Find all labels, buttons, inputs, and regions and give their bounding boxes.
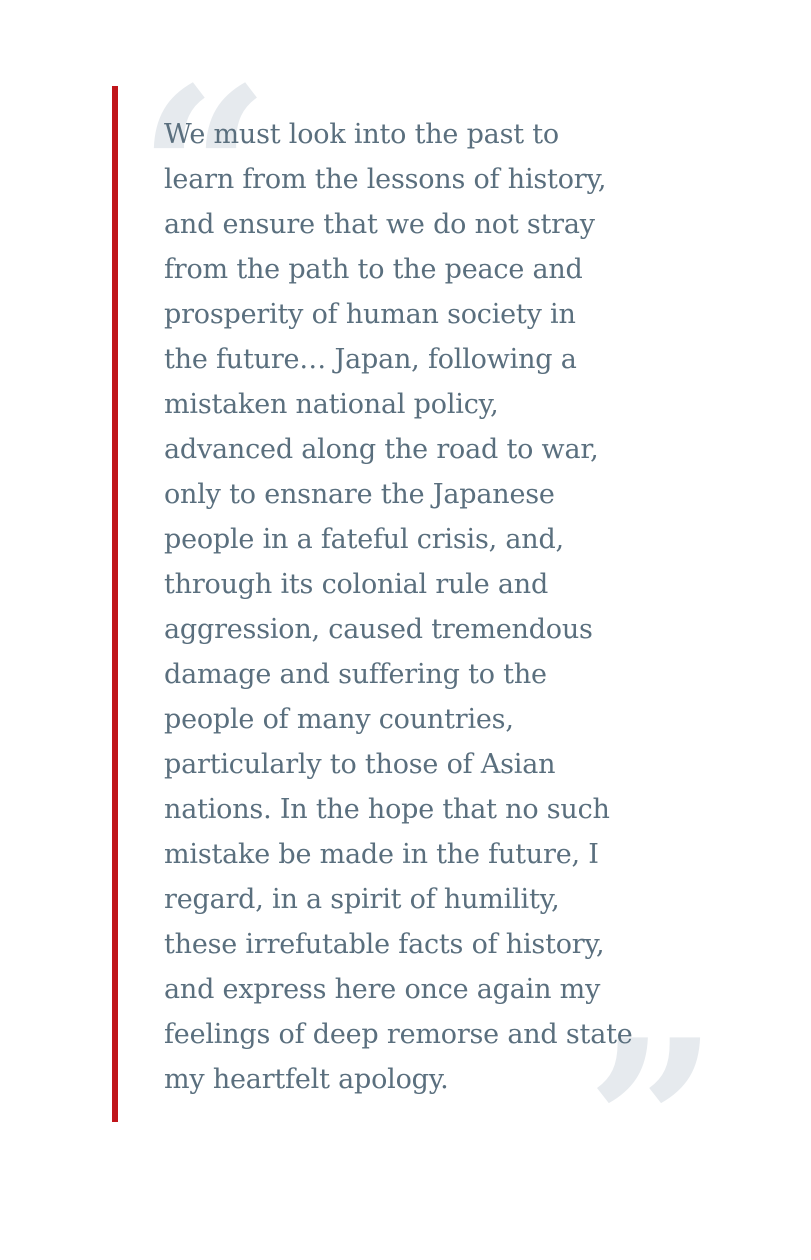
open-quote-icon: “: [138, 38, 271, 308]
quote-line: people of many countries,: [164, 704, 514, 735]
quote-line: and express here once again my: [164, 974, 601, 1005]
quote-line: the future… Japan, following a: [164, 344, 577, 375]
quote-text: [164, 112, 664, 1102]
quote-line: only to ensnare the Japanese: [164, 479, 555, 510]
close-quote-icon: ”: [586, 990, 719, 1260]
quote-line: through its colonial rule and: [164, 569, 549, 600]
quote-line: from the path to the peace and: [164, 254, 583, 285]
quote-line: aggression, caused tremendous: [164, 614, 593, 645]
quote-line: advanced along the road to war,: [164, 434, 599, 465]
quote-line: and ensure that we do not stray: [164, 209, 595, 240]
quote-line: people in a fateful crisis, and,: [164, 524, 564, 555]
quote-line: We must look into the past to: [164, 119, 559, 150]
quote-line: these irrefutable facts of history,: [164, 929, 605, 960]
quote-line: feelings of deep remorse and state: [164, 1019, 633, 1050]
quote-line: mistaken national policy,: [164, 389, 499, 420]
quote-line: nations. In the hope that no such: [164, 794, 610, 825]
quote-accent-bar: [112, 86, 118, 1122]
quote-line: prosperity of human society in: [164, 299, 576, 330]
quote-line: my heartfelt apology.: [164, 1064, 449, 1095]
quote-line: learn from the lessons of history,: [164, 164, 607, 195]
quote-line: mistake be made in the future, I: [164, 839, 599, 870]
quote-line: regard, in a spirit of humility,: [164, 884, 560, 915]
quote-line: damage and suffering to the: [164, 659, 547, 690]
quote-line: particularly to those of Asian: [164, 749, 556, 780]
